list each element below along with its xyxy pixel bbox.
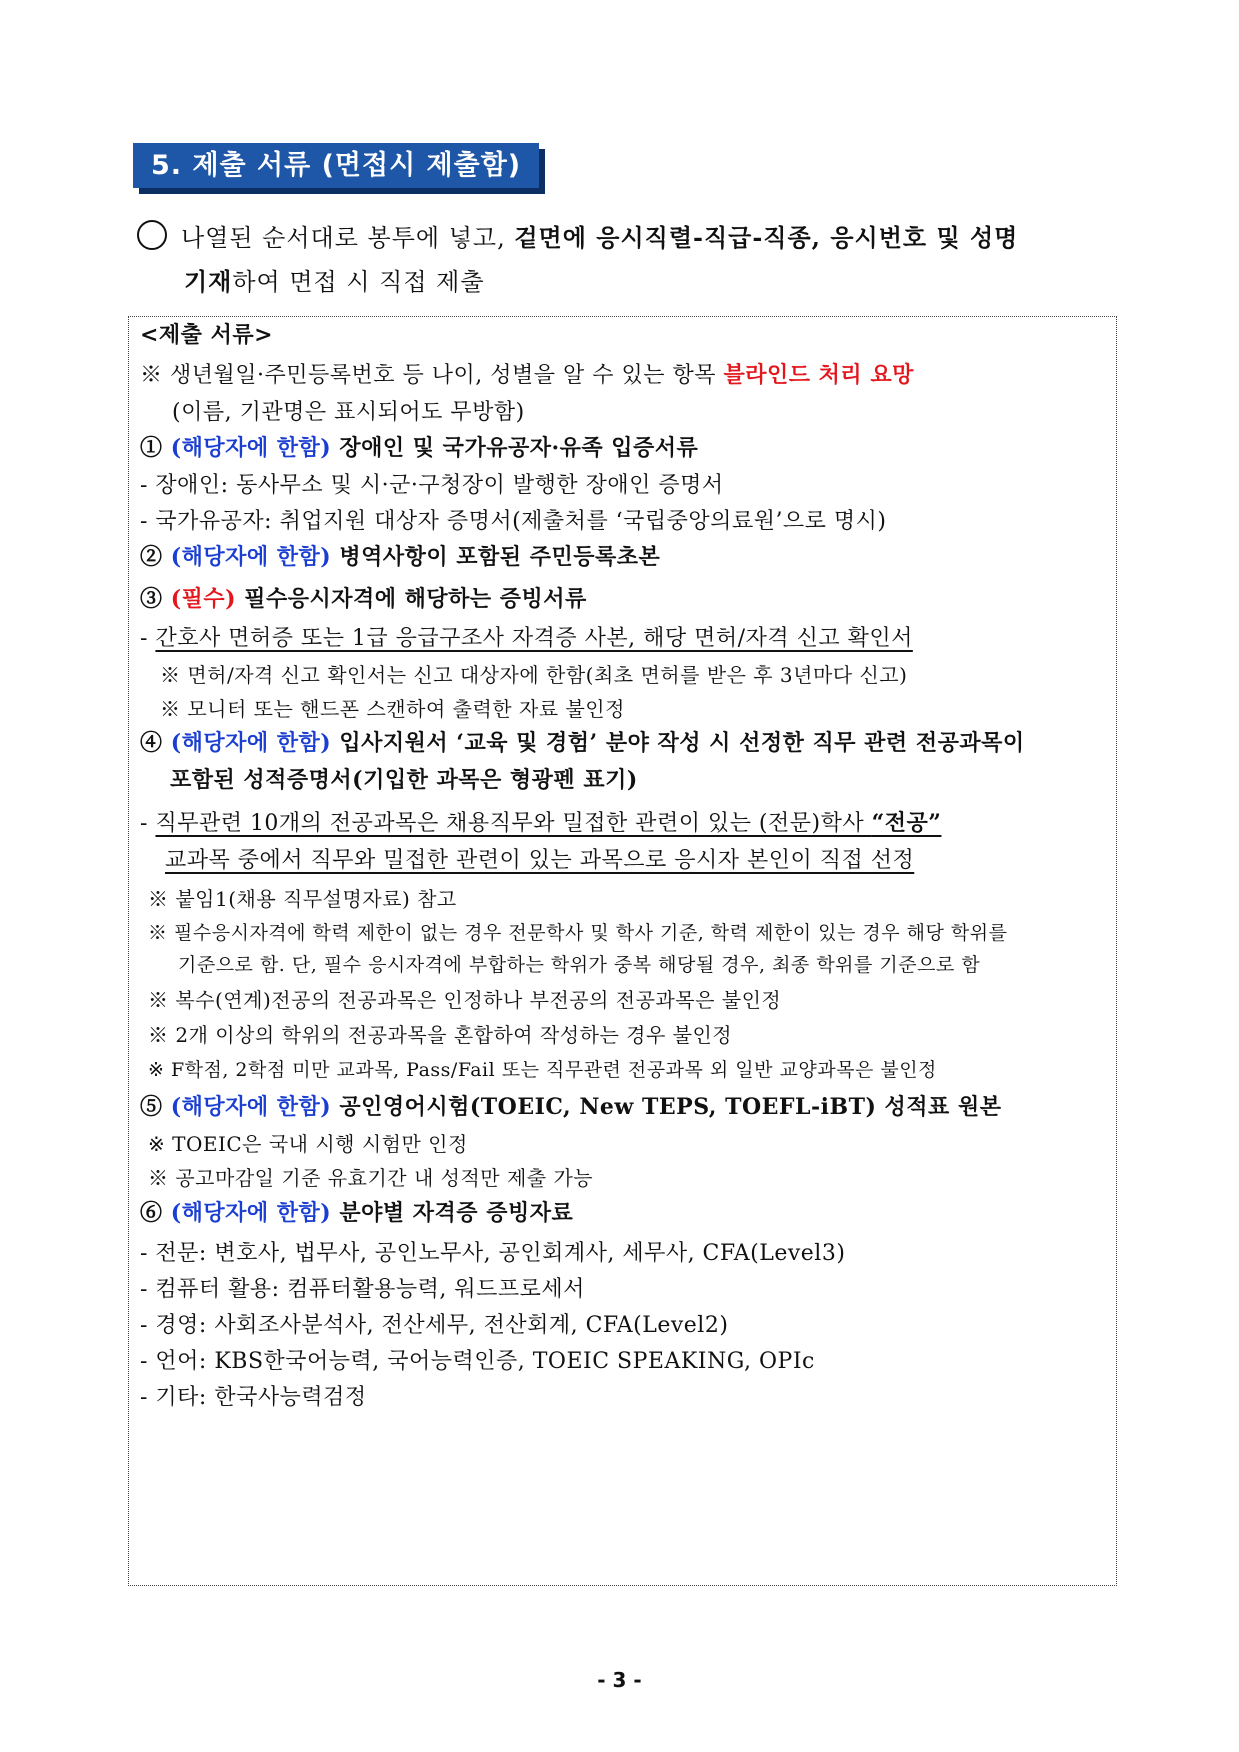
item-title: 공인영어시험(TOEIC, New TEPS, TOEFL-iBT) 성적표 원본 xyxy=(339,1094,1002,1120)
circle-bullet-icon xyxy=(137,220,167,250)
item-num: ① xyxy=(140,435,163,461)
item-4-sub-1-bold: “전공” xyxy=(871,810,942,836)
item-4-sub-1-text xyxy=(155,811,941,836)
item-title: 필수응시자격에 해당하는 증빙서류 xyxy=(244,586,587,612)
box-heading: <제출 서류> xyxy=(140,322,274,348)
item-4-sub-2: 교과목 중에서 직무와 밀접한 관련이 있는 과목으로 응시자 본인이 직접 선정 xyxy=(165,848,915,873)
intro-paragraph xyxy=(137,216,1127,304)
item-title: 장애인 및 국가유공자·유족 입증서류 xyxy=(339,435,699,461)
item-tag: (해당자에 한함) xyxy=(170,1094,332,1120)
item-5-note-1: ※ TOEIC은 국내 시행 시험만 인정 xyxy=(148,1132,468,1156)
intro-text: 나열된 순서대로 봉투에 넣고, xyxy=(181,224,515,252)
intro-bold-text: 겉면에 응시직렬-직급-직종, 응시번호 및 성명 xyxy=(514,223,1019,252)
blind-note xyxy=(140,358,914,389)
intro-line-1 xyxy=(137,216,1127,260)
item-tag: (해당자에 한함) xyxy=(170,1200,332,1226)
item-2-title xyxy=(140,540,660,571)
section-title: 5. 제출 서류 (면접시 제출함) xyxy=(133,143,539,188)
item-1-sub-1: - 장애인: 동사무소 및 시·군·구청장이 발행한 장애인 증명서 xyxy=(140,473,724,498)
item-3-title xyxy=(140,582,587,613)
intro-text-2: 하여 면접 시 직접 제출 xyxy=(232,268,485,296)
item-4-note-2a: ※ 필수응시자격에 학력 제한이 없는 경우 전문학사 및 학사 기준, 학력 제한이 있는 경우 해당 학위를 xyxy=(148,922,1008,944)
item-num: ④ xyxy=(140,730,163,756)
item-4-note-3: ※ 복수(연계)전공의 전공과목은 인정하나 부전공의 전공과목은 불인정 xyxy=(148,988,782,1012)
blind-note-highlight: 블라인드 처리 요망 xyxy=(723,362,914,388)
item-1-title xyxy=(140,431,698,462)
item-6-sub-3: - 경영: 사회조사분석사, 전산세무, 전산회계, CFA(Level2) xyxy=(140,1313,729,1338)
item-num: ② xyxy=(140,544,163,570)
item-3-sub-1 xyxy=(140,621,913,652)
item-title: 입사지원서 ‘교육 및 경험’ 분야 작성 시 선정한 직무 관련 전공과목이 xyxy=(339,730,1025,756)
item-4-title xyxy=(140,726,1025,757)
item-5-note-2: ※ 공고마감일 기준 유효기간 내 성적만 제출 가능 xyxy=(148,1166,594,1190)
item-num: ⑥ xyxy=(140,1200,163,1226)
item-tag: (해당자에 한함) xyxy=(170,730,332,756)
item-4-sub-1 xyxy=(140,806,941,837)
item-6-sub-2: - 컴퓨터 활용: 컴퓨터활용능력, 워드프로세서 xyxy=(140,1277,585,1302)
item-4-note-2b: 기준으로 함. 단, 필수 응시자격에 부합하는 학위가 중복 해당될 경우, 최종 학위를 기준으로 함 xyxy=(178,954,981,976)
item-1-sub-2: - 국가유공자: 취업지원 대상자 증명서(제출처를 ‘국립중앙의료원’으로 명시) xyxy=(140,509,887,534)
item-tag: (해당자에 한함) xyxy=(170,544,332,570)
intro-line-2 xyxy=(137,260,1127,304)
item-4-title-2: 포함된 성적증명서(기입한 과목은 형광펜 표기) xyxy=(170,767,638,793)
page-number: - 3 - xyxy=(597,1668,642,1692)
item-3-sub-1-text: 간호사 면허증 또는 1급 응급구조사 자격증 사본, 해당 면허/자격 신고 확인서 xyxy=(155,626,913,651)
item-3-note-1: ※ 면허/자격 신고 확인서는 신고 대상자에 한함(최초 면허를 받은 후 3년마다 신고) xyxy=(160,663,908,687)
item-4-note-1: ※ 붙임1(채용 직무설명자료) 참고 xyxy=(148,887,457,911)
blind-note-text: ※ 생년월일·주민등록번호 등 나이, 성별을 알 수 있는 항목 xyxy=(140,363,724,388)
item-4-note-4: ※ 2개 이상의 학위의 전공과목을 혼합하여 작성하는 경우 불인정 xyxy=(148,1023,733,1047)
intro-bold-text-2: 기재 xyxy=(184,267,233,296)
item-title: 분야별 자격증 증빙자료 xyxy=(339,1200,574,1226)
item-tag: (해당자에 한함) xyxy=(170,435,332,461)
item-6-title xyxy=(140,1196,573,1227)
item-num: ⑤ xyxy=(140,1094,163,1120)
item-num: ③ xyxy=(140,586,163,612)
item-4-note-5: ※ F학점, 2학점 미만 교과목, Pass/Fail 또는 직무관련 전공과목 외 일반 교양과목은 불인정 xyxy=(148,1059,937,1081)
dash: - xyxy=(140,811,156,836)
blind-note-sub: (이름, 기관명은 표시되어도 무방함) xyxy=(172,400,525,425)
item-6-sub-1: - 전문: 변호사, 법무사, 공인노무사, 공인회계사, 세무사, CFA(Level3) xyxy=(140,1241,846,1266)
item-6-sub-5: - 기타: 한국사능력검정 xyxy=(140,1385,367,1410)
item-tag: (필수) xyxy=(170,586,237,612)
item-3-note-2: ※ 모니터 또는 핸드폰 스캔하여 출력한 자료 불인정 xyxy=(160,697,625,721)
item-6-sub-4: - 언어: KBS한국어능력, 국어능력인증, TOEIC SPEAKING, OPIc xyxy=(140,1349,815,1374)
dash: - xyxy=(140,626,156,651)
item-5-title xyxy=(140,1090,1001,1121)
item-title: 병역사항이 포함된 주민등록초본 xyxy=(339,544,661,570)
item-4-sub-1-plain: 직무관련 10개의 전공과목은 채용직무와 밀접한 관련이 있는 (전문)학사 xyxy=(155,811,872,836)
